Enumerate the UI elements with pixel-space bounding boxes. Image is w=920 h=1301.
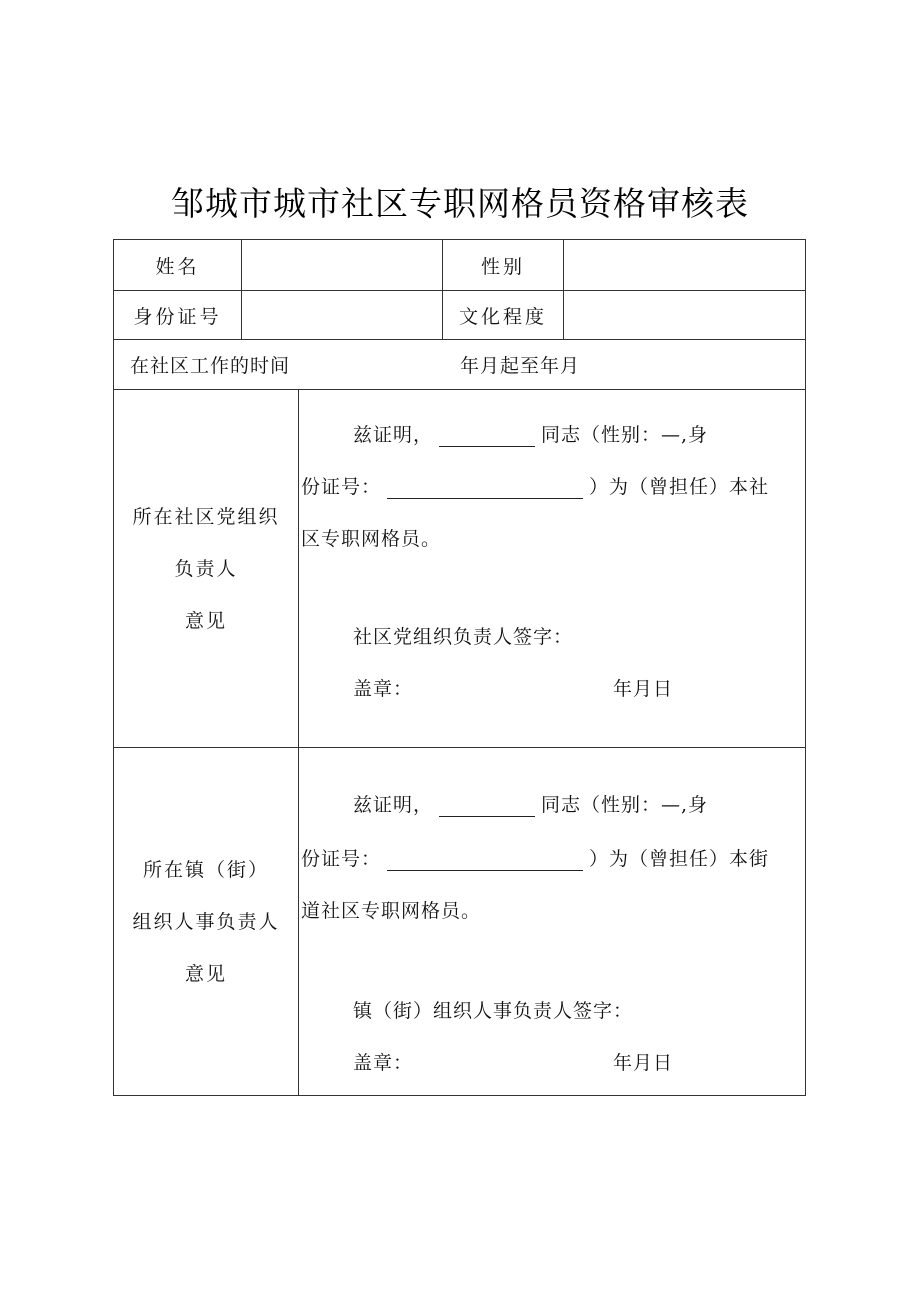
community-seal-line (353, 674, 805, 701)
work-period-label: 在社区工作的时间 (130, 355, 291, 377)
page-title: 邹城市城市社区专职网格员资格审核表 (171, 184, 749, 223)
gender-label: 性别 (443, 240, 564, 291)
community-cert-line-2 (301, 472, 805, 499)
street-label-line-2: 组织人事负责人 (132, 910, 280, 933)
row-community-opinion (114, 390, 806, 748)
gender-field[interactable] (564, 240, 806, 291)
community-id-blank[interactable] (387, 478, 583, 499)
work-period-cell[interactable] (114, 340, 806, 390)
community-cert-role: ）为（曾担任）本社 (589, 476, 770, 498)
street-seal-label: 盖章： (353, 1052, 414, 1074)
street-label-line-3: 意见 (184, 962, 227, 985)
street-cert-gender: 同志（性别：—,身 (541, 794, 709, 816)
education-field[interactable] (564, 291, 806, 340)
community-signature-label: 社区党组织负责人签字： (353, 626, 574, 648)
review-form-table (113, 239, 806, 1096)
street-cert-line-1 (353, 790, 805, 817)
community-label-line-3: 意见 (184, 609, 227, 632)
community-label-line-1: 所在社区党组织 (132, 505, 280, 528)
row-name (114, 240, 806, 291)
street-cert-line-3: 道社区专职网格员。 (301, 900, 482, 922)
street-date-label: 年月日 (613, 1052, 674, 1074)
street-label-line-1: 所在镇（街） (142, 858, 269, 881)
community-date-label: 年月日 (613, 678, 674, 700)
name-label: 姓名 (114, 240, 242, 291)
street-cert-prefix: 兹证明， (353, 794, 434, 816)
community-opinion-label (114, 390, 299, 748)
street-cert-role: ）为（曾担任）本街 (589, 848, 770, 870)
street-opinion-label (114, 748, 299, 1096)
work-period-range: 年月起至年月 (460, 355, 581, 377)
community-seal-label: 盖章： (353, 678, 414, 700)
street-seal-line (353, 1048, 805, 1075)
community-cert-line-1 (353, 420, 805, 447)
street-name-blank[interactable] (439, 796, 535, 817)
id-number-label: 身份证号 (114, 291, 242, 340)
community-cert-prefix: 兹证明， (353, 424, 434, 446)
community-label-line-2: 负责人 (174, 557, 238, 580)
community-id-prefix: 份证号： (301, 476, 382, 498)
community-cert-line-3: 区专职网格员。 (301, 528, 442, 550)
row-work-period (114, 340, 806, 390)
education-label: 文化程度 (443, 291, 564, 340)
street-id-blank[interactable] (387, 850, 583, 871)
community-name-blank[interactable] (439, 426, 535, 447)
name-field[interactable] (242, 240, 443, 291)
street-id-prefix: 份证号： (301, 848, 382, 870)
row-id (114, 291, 806, 340)
street-signature-label: 镇（街）组织人事负责人签字： (353, 1000, 634, 1022)
row-street-opinion (114, 748, 806, 1096)
community-opinion-content[interactable] (299, 390, 806, 748)
id-number-field[interactable] (242, 291, 443, 340)
community-cert-gender: 同志（性别：—,身 (541, 424, 709, 446)
street-opinion-content[interactable] (299, 748, 806, 1096)
street-cert-line-2 (301, 844, 805, 871)
